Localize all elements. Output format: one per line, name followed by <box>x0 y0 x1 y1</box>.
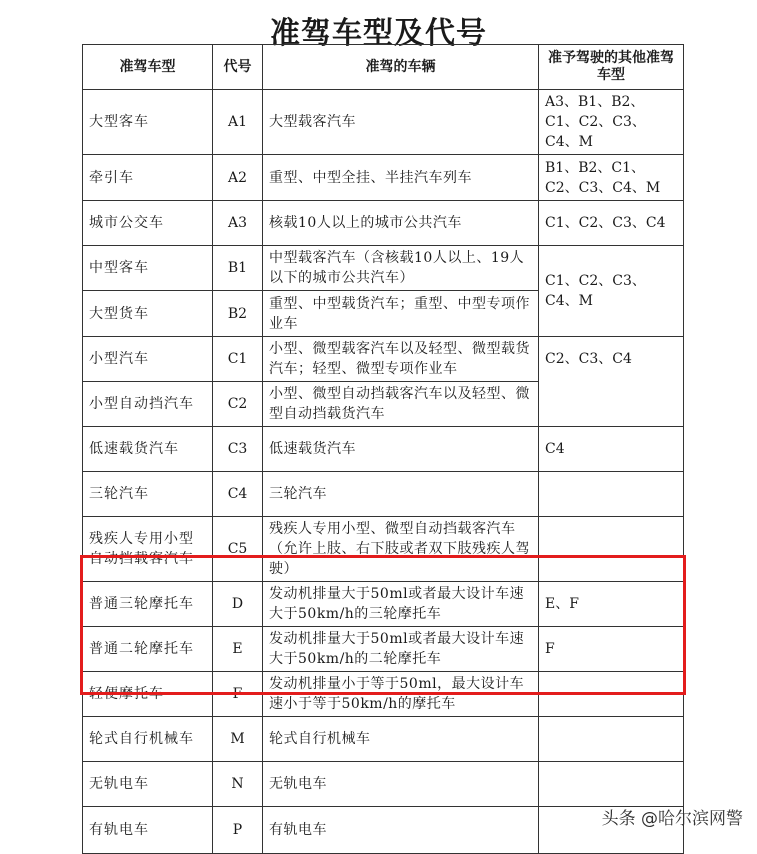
cell-vehicles: 发动机排量大于50ml或者最大设计车速大于50km/h的三轮摩托车 <box>263 582 539 627</box>
table-row <box>83 155 684 201</box>
cell-code: A3 <box>213 201 263 246</box>
table-row <box>83 672 684 717</box>
cell-code: P <box>213 807 263 854</box>
cell-vehicles: 小型、微型自动挡载客汽车以及轻型、微型自动挡载货汽车 <box>263 382 539 427</box>
cell-other-types: B1、B2、C1、C2、C3、C4、M <box>539 155 684 201</box>
header-code: 代号 <box>213 45 263 90</box>
cell-license-type: 有轨电车 <box>83 807 213 854</box>
cell-code: C4 <box>213 472 263 517</box>
cell-license-type: 中型客车 <box>83 246 213 291</box>
cell-license-type: 牵引车 <box>83 155 213 201</box>
cell-code: F <box>213 672 263 717</box>
cell-vehicles: 低速载货汽车 <box>263 427 539 472</box>
cell-code: A2 <box>213 155 263 201</box>
cell-code: C5 <box>213 517 263 582</box>
cell-vehicles: 有轨电车 <box>263 807 539 854</box>
cell-other-types: E、F <box>539 582 684 627</box>
cell-license-type: 无轨电车 <box>83 762 213 807</box>
cell-vehicles: 无轨电车 <box>263 762 539 807</box>
cell-vehicles: 大型载客汽车 <box>263 90 539 155</box>
table-row <box>83 337 684 382</box>
cell-code: C3 <box>213 427 263 472</box>
cell-license-type: 轮式自行机械车 <box>83 717 213 762</box>
table-row <box>83 717 684 762</box>
cell-code: D <box>213 582 263 627</box>
cell-vehicles: 小型、微型载客汽车以及轻型、微型载货汽车；轻型、微型专项作业车 <box>263 337 539 382</box>
cell-license-type: 小型汽车 <box>83 337 213 382</box>
table-row <box>83 627 684 672</box>
cell-other-types <box>539 762 684 807</box>
cell-license-type: 普通三轮摩托车 <box>83 582 213 627</box>
cell-license-type: 残疾人专用小型自动挡载客汽车 <box>83 517 213 582</box>
table-row <box>83 201 684 246</box>
cell-code: B2 <box>213 291 263 337</box>
header-other-types: 准予驾驶的其他准驾车型 <box>539 45 684 90</box>
table-row <box>83 582 684 627</box>
cell-vehicles: 三轮汽车 <box>263 472 539 517</box>
cell-other-types: C2、C3、C4 <box>539 337 684 427</box>
cell-vehicles: 重型、中型载货汽车；重型、中型专项作业车 <box>263 291 539 337</box>
cell-vehicles: 轮式自行机械车 <box>263 717 539 762</box>
cell-license-type: 小型自动挡汽车 <box>83 382 213 427</box>
cell-other-types <box>539 717 684 762</box>
cell-license-type: 城市公交车 <box>83 201 213 246</box>
table-row <box>83 517 684 582</box>
cell-code: M <box>213 717 263 762</box>
cell-license-type: 轻便摩托车 <box>83 672 213 717</box>
cell-other-types <box>539 517 684 582</box>
cell-other-types: C1、C2、C3、C4、M <box>539 246 684 337</box>
cell-other-types <box>539 672 684 717</box>
table-row <box>83 762 684 807</box>
cell-code: E <box>213 627 263 672</box>
cell-license-type: 大型货车 <box>83 291 213 337</box>
cell-code: A1 <box>213 90 263 155</box>
cell-code: B1 <box>213 246 263 291</box>
cell-vehicles: 核载10人以上的城市公共汽车 <box>263 201 539 246</box>
page-title: 准驾车型及代号 <box>270 16 487 51</box>
cell-license-type: 大型客车 <box>83 90 213 155</box>
table-row <box>83 472 684 517</box>
cell-other-types: A3、B1、B2、C1、C2、C3、C4、M <box>539 90 684 155</box>
cell-vehicles: 中型载客汽车（含核载10人以上、19人以下的城市公共汽车） <box>263 246 539 291</box>
cell-license-type: 低速载货汽车 <box>83 427 213 472</box>
cell-license-type: 普通二轮摩托车 <box>83 627 213 672</box>
table-row <box>83 246 684 291</box>
header-vehicles: 准驾的车辆 <box>263 45 539 90</box>
cell-other-types: F <box>539 627 684 672</box>
cell-other-types <box>539 472 684 517</box>
table-row <box>83 807 684 854</box>
header-license-type: 准驾车型 <box>83 45 213 90</box>
cell-other-types: C4 <box>539 427 684 472</box>
cell-code: C1 <box>213 337 263 382</box>
cell-code: C2 <box>213 382 263 427</box>
table-row <box>83 90 684 155</box>
license-class-table <box>82 44 684 854</box>
table-header-row <box>83 45 684 90</box>
cell-vehicles: 重型、中型全挂、半挂汽车列车 <box>263 155 539 201</box>
cell-other-types: C1、C2、C3、C4 <box>539 201 684 246</box>
cell-code: N <box>213 762 263 807</box>
table-row <box>83 427 684 472</box>
cell-vehicles: 残疾人专用小型、微型自动挡载客汽车（允许上肢、右下肢或者双下肢残疾人驾驶） <box>263 517 539 582</box>
cell-vehicles: 发动机排量小于等于50ml，最大设计车速小于等于50km/h的摩托车 <box>263 672 539 717</box>
cell-vehicles: 发动机排量大于50ml或者最大设计车速大于50km/h的二轮摩托车 <box>263 627 539 672</box>
watermark: 头条 @哈尔滨网警 <box>601 809 743 829</box>
cell-license-type: 三轮汽车 <box>83 472 213 517</box>
